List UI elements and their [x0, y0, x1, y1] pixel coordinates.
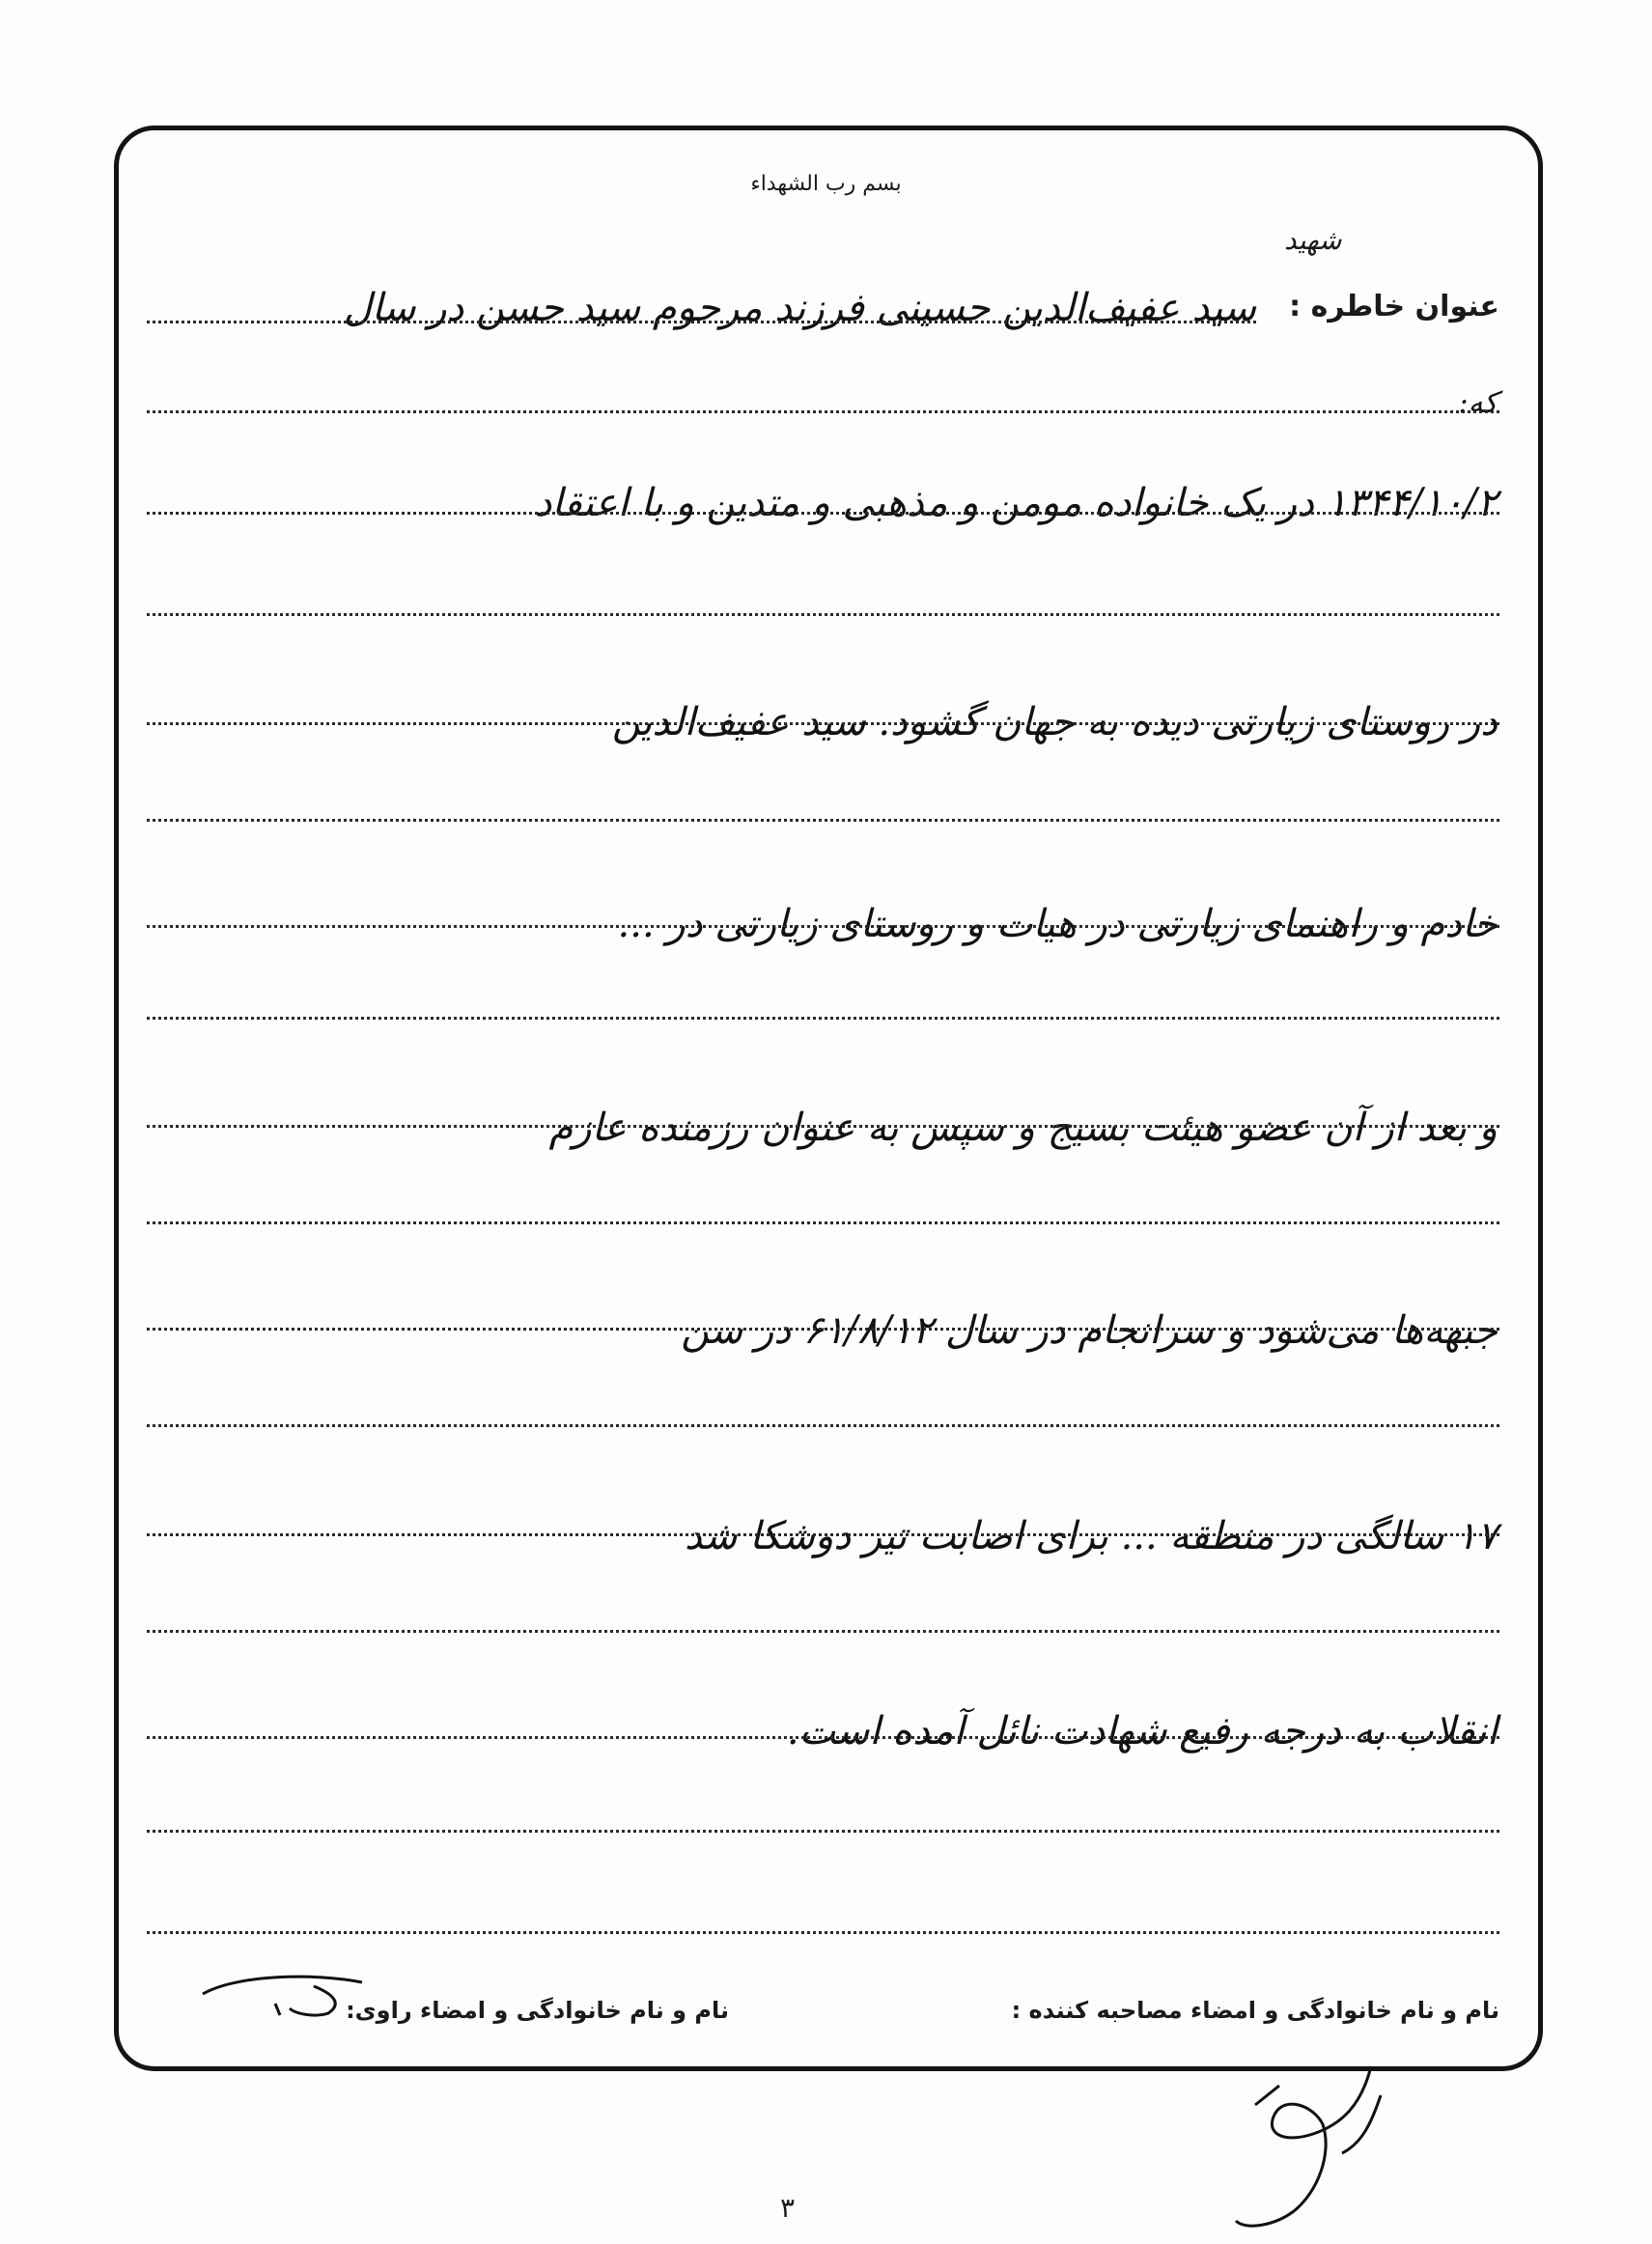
interviewer-signature-label: نام و نام خانوادگی و امضاء مصاحبه کننده : [1011, 1997, 1499, 2024]
narrator-signature-label: نام و نام خانوادگی و امضاء راوی: [346, 1997, 729, 2024]
bismillah-header: بسم رب الشهداء [750, 172, 902, 196]
dotted-line [147, 1736, 1499, 1739]
dotted-line [147, 722, 1499, 725]
memory-line-7: ۱۷ سالگی در منطقه ... برای اصابت تیر دوشکا شد [685, 1514, 1498, 1558]
dotted-line [147, 1328, 1499, 1331]
dotted-line [147, 1017, 1499, 1020]
title-superscript: شهید [1284, 224, 1342, 256]
memory-title-text: سید عفیف‌الدین حسینی فرزند مرحوم سید حسن در سال [343, 286, 1256, 330]
dotted-line [147, 1424, 1499, 1427]
memory-line-1: که: [1458, 386, 1498, 420]
dotted-line [147, 1221, 1499, 1224]
memory-line-2: ۱۳۴۴/۱۰/۲ در یک خانواده مومن و مذهبی و متدین و با اعتقاد [534, 481, 1498, 525]
memory-line-3: در روستای زیارتی دیده به جهان گشود. سید عفیف‌الدین [611, 700, 1498, 744]
memory-title-label: عنوان خاطره : [1289, 290, 1499, 323]
title-dotted-line [147, 321, 1256, 323]
dotted-line [147, 410, 1499, 413]
dotted-line [147, 925, 1499, 928]
dotted-line [147, 819, 1499, 822]
memory-line-4: خادم و راهنمای زیارتی در هیات و روستای زیارتی در ... [617, 902, 1498, 946]
memory-line-5: و بعد از آن عضو هیئت بسیج و سپس به عنوان رزمنده عازم [548, 1106, 1498, 1150]
dotted-line [147, 512, 1499, 515]
memory-line-8: انقلاب به درجه رفیع شهادت نائل آمده است. [786, 1709, 1498, 1753]
dotted-line [147, 1630, 1499, 1633]
dotted-line [147, 1830, 1499, 1833]
interviewer-signature [1226, 2047, 1419, 2240]
memory-line-6: جبهه‌ها می‌شود و سرانجام در سال ۶۱/۸/۱۲ در سن [681, 1308, 1498, 1353]
dotted-line [147, 1125, 1499, 1128]
form-frame [114, 126, 1543, 2071]
narrator-signature [198, 1965, 372, 2023]
page-number: ۳ [780, 2192, 796, 2224]
dotted-line [147, 613, 1499, 616]
dotted-line [147, 1931, 1499, 1934]
dotted-line [147, 1533, 1499, 1536]
